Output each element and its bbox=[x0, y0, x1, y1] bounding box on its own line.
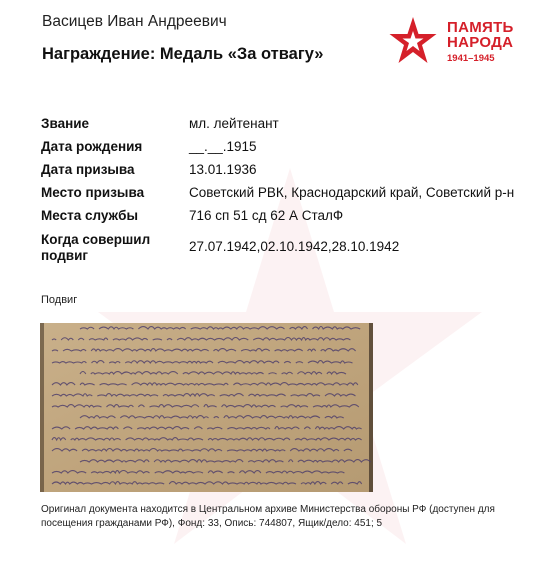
info-value: 716 сп 51 сд 62 А СталФ bbox=[189, 208, 344, 223]
person-name: Васицев Иван Андреевич bbox=[42, 13, 227, 30]
info-label: Дата призыва bbox=[41, 162, 135, 177]
info-value: 13.01.1936 bbox=[189, 162, 257, 177]
info-label: Дата рождения bbox=[41, 139, 143, 154]
info-value: __.__.1915 bbox=[189, 139, 257, 154]
logo-years: 1941–1945 bbox=[447, 53, 495, 64]
info-label: Место призыва bbox=[41, 185, 145, 200]
handwritten-document-image bbox=[40, 323, 373, 492]
info-value: мл. лейтенант bbox=[189, 116, 279, 131]
archive-document-scan[interactable] bbox=[40, 323, 373, 492]
award-title: Награждение: Медаль «За отвагу» bbox=[42, 45, 324, 63]
info-value: Советский РВК, Краснодарский край, Советский р-н bbox=[189, 185, 515, 200]
pamyat-naroda-logo[interactable] bbox=[388, 16, 528, 66]
logo-text-line2: НАРОДА bbox=[447, 34, 514, 51]
info-label: Звание bbox=[41, 116, 90, 131]
info-label: Когда совершил подвиг bbox=[41, 232, 151, 263]
feat-section-label: Подвиг bbox=[41, 294, 78, 306]
info-value: 27.07.1942,02.10.1942,28.10.1942 bbox=[189, 239, 400, 254]
archive-source-note: Оригинал документа находится в Центральном архиве Министерства обороны РФ (доступен для посещения гражданами РФ), Фонд: 33, Опись: 744807, Ящик/дело: 451; 5 bbox=[41, 504, 495, 529]
logo-text-line1: ПАМЯТЬ bbox=[447, 19, 514, 36]
info-label: Места службы bbox=[41, 208, 138, 223]
red-star-icon bbox=[388, 16, 438, 66]
